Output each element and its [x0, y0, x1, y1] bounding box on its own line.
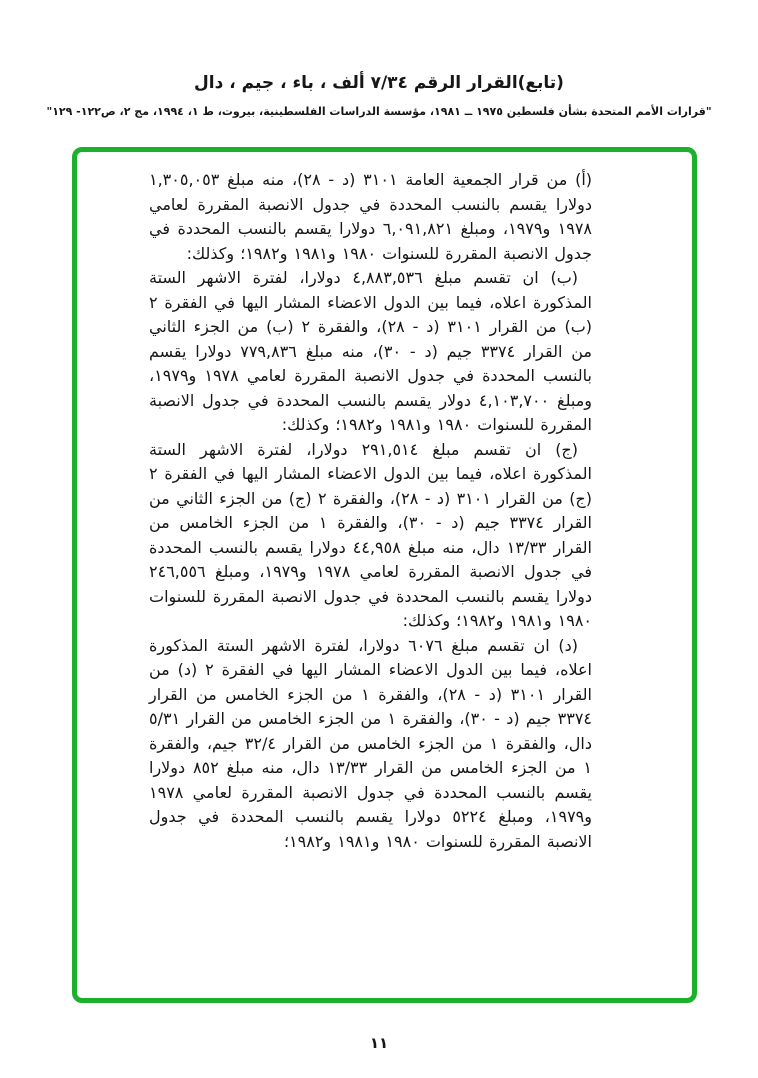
paragraph-alif: (أ) من قرار الجمعية العامة ٣١٠١ (د - ٢٨)، منه مبلغ ١,٣٠٥,٠٥٣ دولارا يقسم بالنسب المحددة في جدول الانصبة المقررة لعامي ١٩٧٨ و١٩٧٩، ومبلغ ٦,٠٩١,٨٢١ دولارا يقسم بالنسب المحددة في جدول الانصبة المقررة للسنوات ١٩٨٠ و١٩٨١ و١٩٨٢؛ وكذلك: — [149, 170, 593, 263]
paragraph-jim: (ج) ان تقسم مبلغ ٢٩١,٥١٤ دولارا، لفترة الاشهر الستة المذكورة اعلاه، فيما بين الدول الاعضاء المشار اليها في الفقرة ٢ (ج) من القرار ٣١٠١ (د - ٢٨)، والفقرة ٢ (ج) من الجزء الثاني من القرار ٣٣٧٤ جيم (د - ٣٠)، والفقرة ١ من الجزء الخامس من القرار ١٣/٣٣ دال، منه مبلغ ٤٤,٩٥٨ دولارا يقسم بالنسب المحددة في جدول الانصبة المقررة لعامي ١٩٧٨ و١٩٧٩، ومبلغ ٢٤٦,٥٥٦ دولارا يقسم بالنسب المحددة في جدول الانصبة المقررة للسنوات ١٩٨٠ و١٩٨١ و١٩٨٢؛ وكذلك: — [149, 439, 593, 630]
page-number: ١١ — [369, 1034, 389, 1052]
paragraph-ba: (ب) ان تقسم مبلغ ٤,٨٨٣,٥٣٦ دولارا، لفترة الاشهر الستة المذكورة اعلاه، فيما بين الدول الاعضاء المشار اليها في الفقرة ٢ (ب) من القرار ٣١٠١ (د - ٢٨)، والفقرة ٢ (ب) من الجزء الثاني من القرار ٣٣٧٤ جيم (د - ٣٠)، منه مبلغ ٧٧٩,٨٣٦ دولارا يقسم بالنسب المحددة في جدول الانصبة المقررة لعامي ١٩٧٨ و١٩٧٩، ومبلغ ٤,١٠٣,٧٠٠ دولار يقسم بالنسب المحددة في جدول الانصبة المقررة للسنوات ١٩٨٠ و١٩٨١ و١٩٨٢؛ وكذلك: — [149, 268, 593, 434]
resolution-text-column — [149, 168, 592, 854]
content-frame — [72, 147, 697, 1003]
paragraph-dal: (د) ان تقسم مبلغ ٦٠٧٦ دولارا، لفترة الاشهر الستة المذكورة اعلاه، فيما بين الدول الاعضاء المشار اليها في الفقرة ٢ (د) من القرار ٣١٠١ (د - ٢٨)، والفقرة ١ من الجزء الخامس من القرار ٣٣٧٤ جيم (د - ٣٠)، والفقرة ١ من الجزء الخامس من القرار ٥/٣١ دال، والفقرة ١ من الجزء الخامس من القرار ٣٢/٤ جيم، والفقرة ١ من الجزء الخامس من القرار ١٣/٣٣ دال، منه مبلغ ٨٥٢ دولارا يقسم بالنسب المحددة في جدول الانصبة المقررة لعامي ١٩٧٨ و١٩٧٩، ومبلغ ٥٢٢٤ دولارا يقسم بالنسب المحددة في جدول الانصبة المقررة للسنوات ١٩٨٠ و١٩٨١ و١٩٨٢؛ — [149, 635, 593, 851]
source-citation: "قرارات الأمم المتحدة بشأن فلسطين ١٩٧٥ ــ ١٩٨١، مؤسسة الدراسات الفلسطينية، بيروت، ط ١، ١٩٩٤، مج ٢، ص١٢٢- ١٢٩" — [46, 105, 712, 118]
document-title: (تابع)القرار الرقم ٧/٣٤ ألف ، باء ، جيم ، دال — [194, 73, 564, 93]
